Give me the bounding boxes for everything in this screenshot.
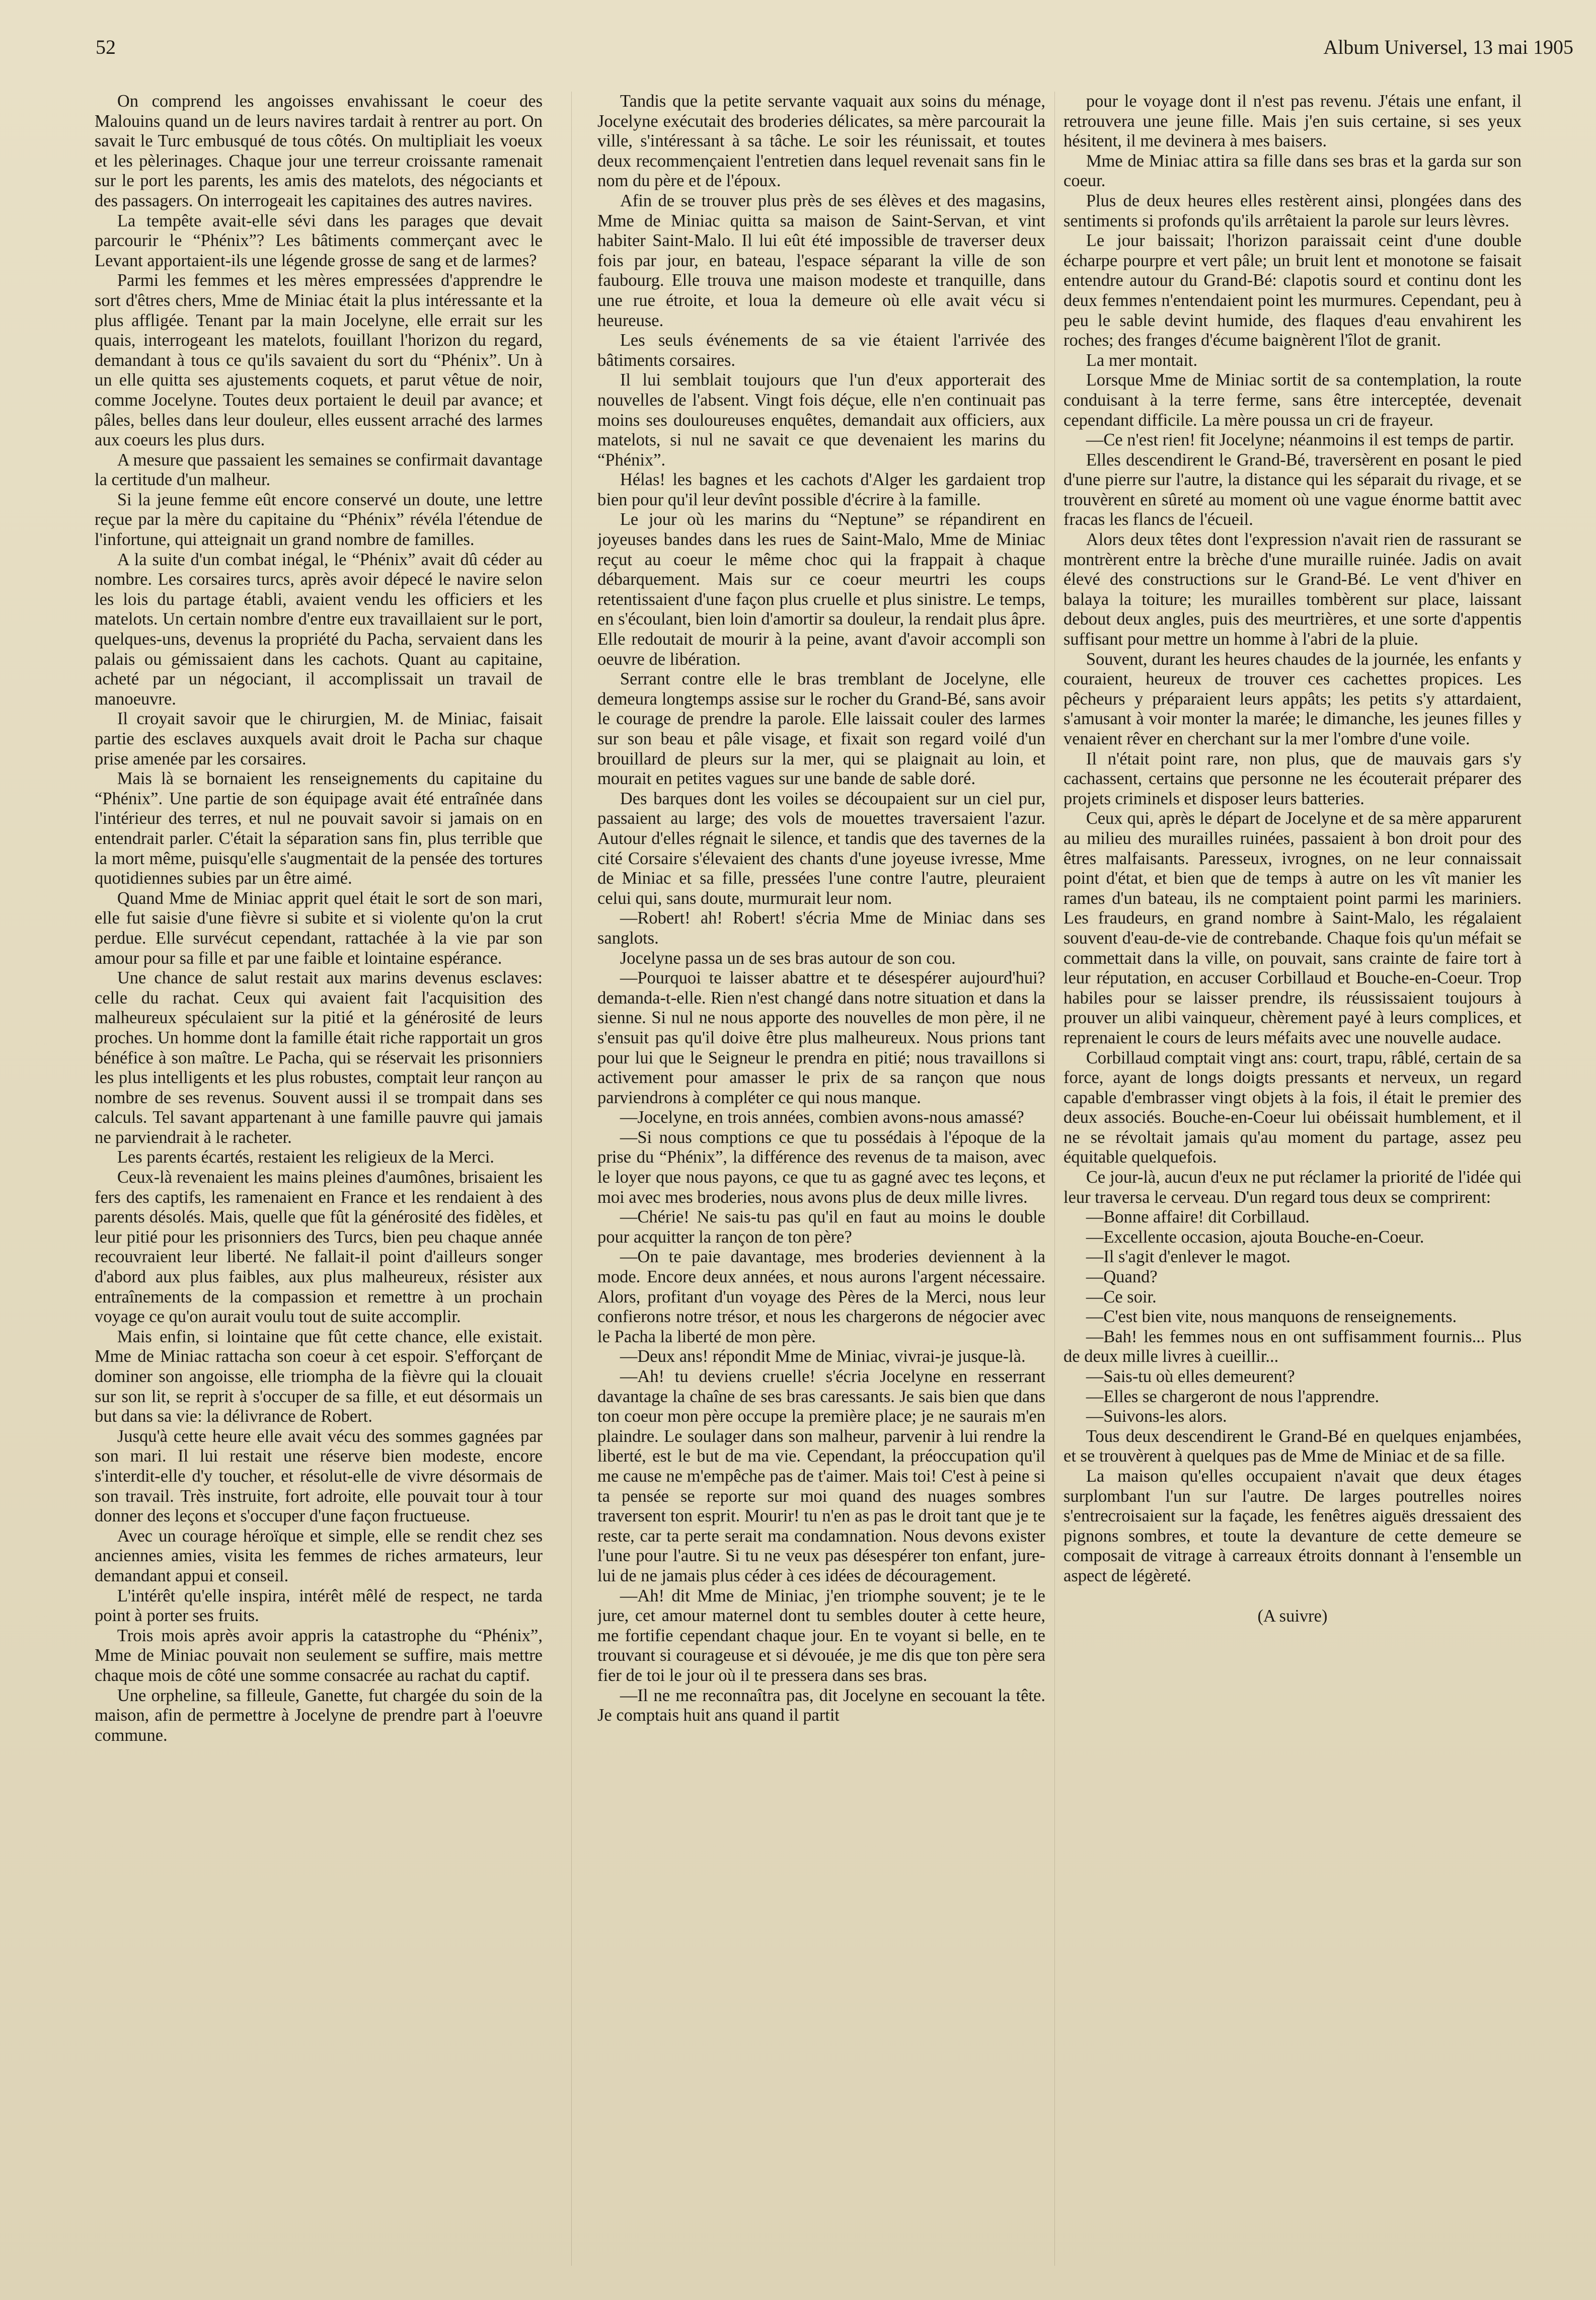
text-column-3 — [1063, 92, 1522, 2271]
paragraph: Une orpheline, sa filleule, Ganette, fut chargée du soin de la maison, afin de permettre à Jocelyne de prendre part à l'oeuvre commune. — [95, 1685, 543, 1745]
paragraph: —Elles se chargeront de nous l'apprendre. — [1086, 1387, 1380, 1406]
paragraph: Mme de Miniac attira sa fille dans ses bras et la garda sur son coeur. — [1063, 151, 1522, 191]
paragraph: —Bah! les femmes nous en ont suffisamment fournis... Plus de deux mille livres à cueillir... — [1063, 1327, 1522, 1366]
paragraph: —Ah! tu deviens cruelle! s'écria Jocelyne en resserrant davantage la chaîne de ses bras caressants. Je sais bien que dans ton coeur mon père occupe la première place; je ne saurais m'en plaindre. Le soulager dans son malheur, parvenir à lui rendre la liberté, est le but de ma vie. Cependant, la préoccupation qu'il me cause ne m'empêche pas de t'aimer. Mais toi! C'est à peine si ta pensée se reporte sur moi quand des nuages sombres traversent ton esprit. Mourir! tu n'en as pas le droit tant que je te reste, car ta perte serait ma condamnation. Nous devons exister l'une pour l'autre. Si tu ne veux pas désespérer ton enfant, jure-lui de ne jamais plus céder à ces idées de découragement. — [597, 1367, 1045, 1585]
paragraph: —Chérie! Ne sais-tu pas qu'il en faut au moins le double pour acquitter la rançon de ton père? — [597, 1207, 1045, 1247]
paragraph: L'intérêt qu'elle inspira, intérêt mêlé de respect, ne tarda point à porter ses fruits. — [95, 1586, 543, 1626]
paragraph: Avec un courage héroïque et simple, elle se rendit chez ses anciennes amies, visita les femmes de riches armateurs, leur demandant appui et conseil. — [95, 1526, 543, 1585]
paragraph: La tempête avait-elle sévi dans les parages que devait parcourir le “Phénix”? Les bâtiments commerçant avec le Levant apportaient-ils une légende grosse de sang et de larmes? — [95, 211, 543, 270]
paragraph: A la suite d'un combat inégal, le “Phénix” avait dû céder au nombre. Les corsaires turcs, après avoir dépecé le navire selon les lois du partage établi, avaient vendu les officiers et les matelots. Un certain nombre d'entre eux travaillaient sur le port, quelques-uns, devenus la propriété du Pacha, servaient dans les palais ou gémissaient dans les cachots. Quant au capitaine, acheté par un négociant, il accomplissait un travail de manoeuvre. — [95, 550, 543, 709]
paragraph: —Excellente occasion, ajouta Bouche-en-Coeur. — [1086, 1227, 1424, 1247]
paragraph: Tandis que la petite servante vaquait aux soins du ménage, Jocelyne exécutait des broderies délicates, sa mère parcourait la ville, s'intéressant à sa tâche. Le soir les réunissait, et toutes deux recommençaient l'entretien dans lequel revenait sans fin le nom du père et de l'époux. — [597, 92, 1045, 191]
paragraph: Il croyait savoir que le chirurgien, M. de Miniac, faisait partie des esclaves auxquels avait droit le Pacha sur chaque prise amenée par les corsaires. — [95, 709, 543, 769]
paragraph: —Il ne me reconnaîtra pas, dit Jocelyne en secouant la tête. Je comptais huit ans quand il partit — [597, 1685, 1045, 1725]
text-column-2 — [597, 92, 1045, 2271]
paragraph: La maison qu'elles occupaient n'avait que deux étages surplombant l'un sur l'autre. De larges poutrelles noires s'entrecroisaient sur la façade, les fenêtres aiguës dressaient des pignons sombres, et toute la devanture de cette demeure se composait de vitrage à carreaux étroits donnant à l'ensemble un aspect de légèreté. — [1063, 1466, 1522, 1585]
paragraph: —Sais-tu où elles demeurent? — [1086, 1367, 1295, 1386]
paragraph: Mais enfin, si lointaine que fût cette chance, elle existait. Mme de Miniac rattacha son coeur à cet espoir. S'efforçant de dominer son angoisse, elle triompha de la fièvre qui la clouait sur son lit, se reprit à s'occuper de sa fille, et eut désormais un but dans sa vie: la délivrance de Robert. — [95, 1327, 543, 1426]
to-be-continued: (A suivre) — [1257, 1606, 1328, 1626]
publication-title-date: Album Universel, 13 mai 1905 — [1323, 36, 1573, 58]
paragraph: Ceux qui, après le départ de Jocelyne et de sa mère apparurent au milieu des murailles ruinées, passaient à bon droit pour des êtres malfaisants. Paresseux, ivrognes, on ne leur connaissait point d'état, et bien que de temps à autre on les vît manier les rames d'un bateau, ils ne comptaient point parmi les mariniers. Les fraudeurs, en grand nombre à Saint-Malo, les régalaient souvent d'eau-de-vie de contrebande. Chaque fois qu'un méfait se commettait dans la ville, on pouvait, sans crainte de faire tort à leur réputation, en accuser Corbillaud et Bouche-en-Coeur. Trop habiles pour se laisser prendre, ils réussissaient toujours à prouver un alibi vainqueur, chèrement payé à leurs complices, et reprenaient le cours de leurs méfaits avec une nouvelle audace. — [1063, 809, 1522, 1047]
paragraph: —Suivons-les alors. — [1086, 1407, 1227, 1426]
page-number: 52 — [96, 36, 116, 58]
paragraph: Le jour où les marins du “Neptune” se répandirent en joyeuses bandes dans les rues de Saint-Malo, Mme de Miniac reçut au coeur le même choc qui la frappait à chaque débarquement. Mais sur ce coeur meurtri les coups retentissaient d'une façon plus cruelle et plus sinistre. Le temps, en s'écoulant, bien loin d'amortir sa douleur, la rendait plus âpre. Elle redoutait de mourir à la peine, avant d'avoir accompli son oeuvre de libération. — [597, 510, 1045, 669]
paragraph: Lorsque Mme de Miniac sortit de sa contemplation, la route conduisant à la terre ferme, sans être interceptée, devenait cependant difficile. La mère poussa un cri de frayeur. — [1063, 370, 1522, 430]
paragraph: Il n'était point rare, non plus, que de mauvais gars s'y cachassent, certains que personne ne les écouterait préparer des projets criminels et disposer leurs batteries. — [1063, 749, 1522, 808]
paragraph: —Pourquoi te laisser abattre et te désespérer aujourd'hui? demanda-t-elle. Rien n'est changé dans notre situation et dans la sienne. Si nul ne nous apporte des nouvelles de mon père, il ne s'ensuit pas qu'il doive être plus malheureux. Nous prions tant pour lui que le Seigneur le prendra en pitié; nous travaillons si activement pour amasser le prix de sa rançon que nous parviendrons à compléter ce qui nous manque. — [597, 968, 1045, 1107]
paragraph: —Jocelyne, en trois années, combien avons-nous amassé? — [620, 1108, 1024, 1127]
paragraph: Ceux-là revenaient les mains pleines d'aumônes, brisaient les fers des captifs, les ramenaient en France et les rendaient à des parents désolés. Mais, quelle que fût la générosité des fidèles, et leur pitié pour les prisonniers des Turcs, bien peu chaque année recouvraient leur liberté. Ne fallait-il point d'ailleurs songer d'abord aux plus faibles, aux plus malheureux, résister aux entraînements de la compassion et remettre à un prochain voyage ce qu'on aurait voulu tout de suite accomplir. — [95, 1168, 543, 1327]
paragraph: —Quand? — [1086, 1267, 1158, 1287]
paragraph: —Si nous comptions ce que tu possédais à l'époque de la prise du “Phénix”, la différence des revenus de ta maison, avec le loyer que nous payons, ce que tu as gagné avec tes leçons, et moi avec mes broderies, nous avons plus de deux mille livres. — [597, 1127, 1045, 1207]
paragraph: —C'est bien vite, nous manquons de renseignements. — [1086, 1307, 1457, 1327]
paragraph: A mesure que passaient les semaines se confirmait davantage la certitude d'un malheur. — [95, 450, 543, 490]
paragraph: Tous deux descendirent le Grand-Bé en quelques enjambées, et se trouvèrent à quelques pas de Mme de Miniac et de sa fille. — [1063, 1426, 1522, 1466]
paragraph: —Ce n'est rien! fit Jocelyne; néanmoins il est temps de partir. — [1086, 430, 1514, 450]
paragraph: Souvent, durant les heures chaudes de la journée, les enfants y couraient, heureux de trouver ces cachettes propices. Les pêcheurs y préparaient leurs appâts; les petits s'y attardaient, s'amusant à voir monter la marée; le dimanche, les jeunes filles y venaient rêver en cherchant sur la mer l'ombre d'une voile. — [1063, 649, 1522, 748]
paragraph: Trois mois après avoir appris la catastrophe du “Phénix”, Mme de Miniac pouvait non seulement se suffire, mais mettre chaque mois de côté une somme consacrée au rachat du captif. — [95, 1626, 543, 1685]
paragraph: Plus de deux heures elles restèrent ainsi, plongées dans des sentiments si profonds qu'ils arrêtaient la parole sur leurs lèvres. — [1063, 191, 1522, 231]
paragraph: Elles descendirent le Grand-Bé, traversèrent en posant le pied d'une pierre sur l'autre, la distance qui les séparait du rivage, et se trouvèrent en sûreté au moment où une vague énorme battit avec fracas les flancs de l'écueil. — [1063, 450, 1522, 529]
page-header — [96, 35, 1573, 70]
paragraph: —Il s'agit d'enlever le magot. — [1086, 1247, 1291, 1267]
column-divider — [571, 92, 572, 2266]
paragraph: Une chance de salut restait aux marins devenus esclaves: celle du rachat. Ceux qui avaient fait l'acquisition des malheureux spéculaient sur la pitié et la générosité de leurs proches. Un homme dont la famille était riche rapportait un gros bénéfice à son maître. Le Pacha, qui se réservait les prisonniers les plus intelligents et les plus robustes, comptait leur rançon au nombre de ses revenus. Souvent aussi il se trompait dans ses calculs. Tel savant appartenant à une famille pauvre qui jamais ne parviendrait à le racheter. — [95, 968, 543, 1147]
paragraph: Il lui semblait toujours que l'un d'eux apporterait des nouvelles de l'absent. Vingt fois déçue, elle n'en continuait pas moins ses douloureuses enquêtes, demandait aux officiers, aux matelots, si nul ne savait ce que devenaient les marins du “Phénix”. — [597, 370, 1045, 470]
paragraph: Quand Mme de Miniac apprit quel était le sort de son mari, elle fut saisie d'une fièvre si subite et si violente qu'on la crut perdue. Elle survécut cependant, rattachée à la vie par son amour pour sa fille et par une faible et lointaine espérance. — [95, 888, 543, 968]
paragraph: Parmi les femmes et les mères empressées d'apprendre le sort d'êtres chers, Mme de Miniac était la plus intéressante et la plus affligée. Tenant par la main Jocelyne, elle errait sur les quais, interrogeant les matelots, fouillant l'horizon du regard, demandant à tous ce qu'ils savaient du sort du “Phénix”. Un à un elle quitta ses ajustements coquets, et parut vêtue de noir, comme Jocelyne. Toutes deux portaient le deuil par avance; et pâles, belles dans leur douleur, elles eussent arraché des larmes aux coeurs les plus durs. — [95, 271, 543, 450]
paragraph: Jocelyne passa un de ses bras autour de son cou. — [620, 948, 956, 968]
paragraph: Mais là se bornaient les renseignements du capitaine du “Phénix”. Une partie de son équipage avait été entraînée dans l'intérieur des terres, et nul ne pouvait savoir si jamais on en entendrait parler. C'était la séparation sans fin, plus terrible que la mort même, puisqu'elle s'augmentait de la pensée des tortures quotidiennes subies par un être aimé. — [95, 769, 543, 888]
paragraph: Les parents écartés, restaient les religieux de la Merci. — [117, 1147, 494, 1167]
paragraph: Afin de se trouver plus près de ses élèves et des magasins, Mme de Miniac quitta sa maison de Saint-Servan, et vint habiter Saint-Malo. Il lui eût été impossible de traverser deux fois par jour, en bateau, l'espace séparant la ville de son faubourg. Elle trouva une maison modeste et tranquille, dans une rue étroite, et loua la demeure où elle avait vécu si heureuse. — [597, 191, 1045, 330]
paragraph: Des barques dont les voiles se découpaient sur un ciel pur, passaient au large; des vols de mouettes traversaient l'azur. Autour d'elles régnait le silence, et tandis que des tavernes de la cité Corsaire s'élevaient des chants d'une joyeuse ivresse, Mme de Miniac et sa fille, pressées l'une contre l'autre, pleuraient celui qui, sans doute, murmurait leur nom. — [597, 789, 1045, 908]
paragraph: Jusqu'à cette heure elle avait vécu des sommes gagnées par son mari. Il lui restait une réserve bien modeste, encore s'interdit-elle d'y toucher, et résolut-elle de vivre désormais de son travail. Très instruite, fort adroite, elle pouvait tour à tour donner des leçons et s'occuper d'une façon fructueuse. — [95, 1426, 543, 1526]
column-divider — [1054, 92, 1055, 2266]
paragraph: —Ce soir. — [1086, 1287, 1157, 1307]
paragraph: —Bonne affaire! dit Corbillaud. — [1086, 1207, 1310, 1227]
paragraph: Serrant contre elle le bras tremblant de Jocelyne, elle demeura longtemps assise sur le rocher du Grand-Bé, sans avoir le courage de prendre la parole. Elle laissait couler des larmes sur son beau et pâle visage, et fixait son regard voilé d'un brouillard de pleurs sur la mer, qui se plaignait au loin, et mourait en petites vagues sur une bande de sable doré. — [597, 669, 1045, 789]
paragraph: La mer montait. — [1086, 350, 1198, 370]
paragraph: pour le voyage dont il n'est pas revenu. J'étais une enfant, il retrouvera une jeune fille. Mais j'en suis certaine, si ses yeux hésitent, il me devinera à mes baisers. — [1063, 92, 1522, 151]
paragraph: Les seuls événements de sa vie étaient l'arrivée des bâtiments corsaires. — [597, 331, 1045, 370]
paragraph: —Robert! ah! Robert! s'écria Mme de Miniac dans ses sanglots. — [597, 908, 1045, 948]
paragraph: Hélas! les bagnes et les cachots d'Alger les gardaient trop bien pour qu'il leur devînt possible d'écrire à la famille. — [597, 470, 1045, 509]
paragraph: Corbillaud comptait vingt ans: court, trapu, râblé, certain de sa force, ayant de longs doigts pressants et nerveux, un regard capable d'embrasser vingt objets à la fois, il était le premier des deux associés. Bouche-en-Coeur lui obéissait humblement, et il ne se révoltait jamais qu'au moment du partage, assez peu équitable quelquefois. — [1063, 1048, 1522, 1167]
paragraph: —Ah! dit Mme de Miniac, j'en triomphe souvent; je te le jure, cet amour maternel dont tu sembles douter à cette heure, me fortifie cependant chaque jour. En te voyant si belle, en te trouvant si courageuse et si dévouée, je me dis que ton père sera fier de toi le jour où il te pressera dans ses bras. — [597, 1586, 1045, 1685]
paragraph: —On te paie davantage, mes broderies deviennent à la mode. Encore deux années, et nous aurons l'argent nécessaire. Alors, profitant d'un voyage des Pères de la Merci, nous leur confierons notre trésor, et nous les chargerons de négocier avec le Pacha la liberté de mon père. — [597, 1247, 1045, 1346]
paragraph: Le jour baissait; l'horizon paraissait ceint d'une double écharpe pourpre et vert pâle; un bruit lent et monotone se faisait entendre autour du Grand-Bé: clapotis sourd et continu dont les deux femmes n'entendaient point les murmures. Cependant, peu à peu le sable devint humide, des flaques d'eau envahirent les roches; des franges d'écume baignèrent l'îlot de granit. — [1063, 231, 1522, 350]
paragraph: Ce jour-là, aucun d'eux ne put réclamer la priorité de l'idée qui leur traversa le cerveau. D'un regard tous deux se comprirent: — [1063, 1168, 1522, 1207]
paragraph: —Deux ans! répondit Mme de Miniac, vivrai-je jusque-là. — [620, 1347, 1026, 1366]
paragraph: On comprend les angoisses envahissant le coeur des Malouins quand un de leurs navires tardait à rentrer au port. On savait le Turc embusqué de tous côtés. On multipliait les voeux et les pèlerinages. Chaque jour une terreur croissante ramenait sur le port les parents, les amis des matelots, des négociants et des passagers. On interrogeait les capitaines des autres navires. — [95, 92, 543, 210]
paragraph: Alors deux têtes dont l'expression n'avait rien de rassurant se montrèrent entre la brèche d'une muraille ruinée. Jadis on avait élevé des constructions sur le Grand-Bé. Le vent d'hiver en balaya la toiture; les murailles tombèrent sur place, laissant debout deux angles, puis des meurtrières, et une sorte d'appentis suffisant pour mettre un homme à l'abri de la pluie. — [1063, 530, 1522, 649]
text-column-1 — [95, 92, 543, 2271]
paragraph: Si la jeune femme eût encore conservé un doute, une lettre reçue par la mère du capitaine du “Phénix” révéla l'étendue de l'infortune, qui atteignait un grand nombre de familles. — [95, 490, 543, 550]
